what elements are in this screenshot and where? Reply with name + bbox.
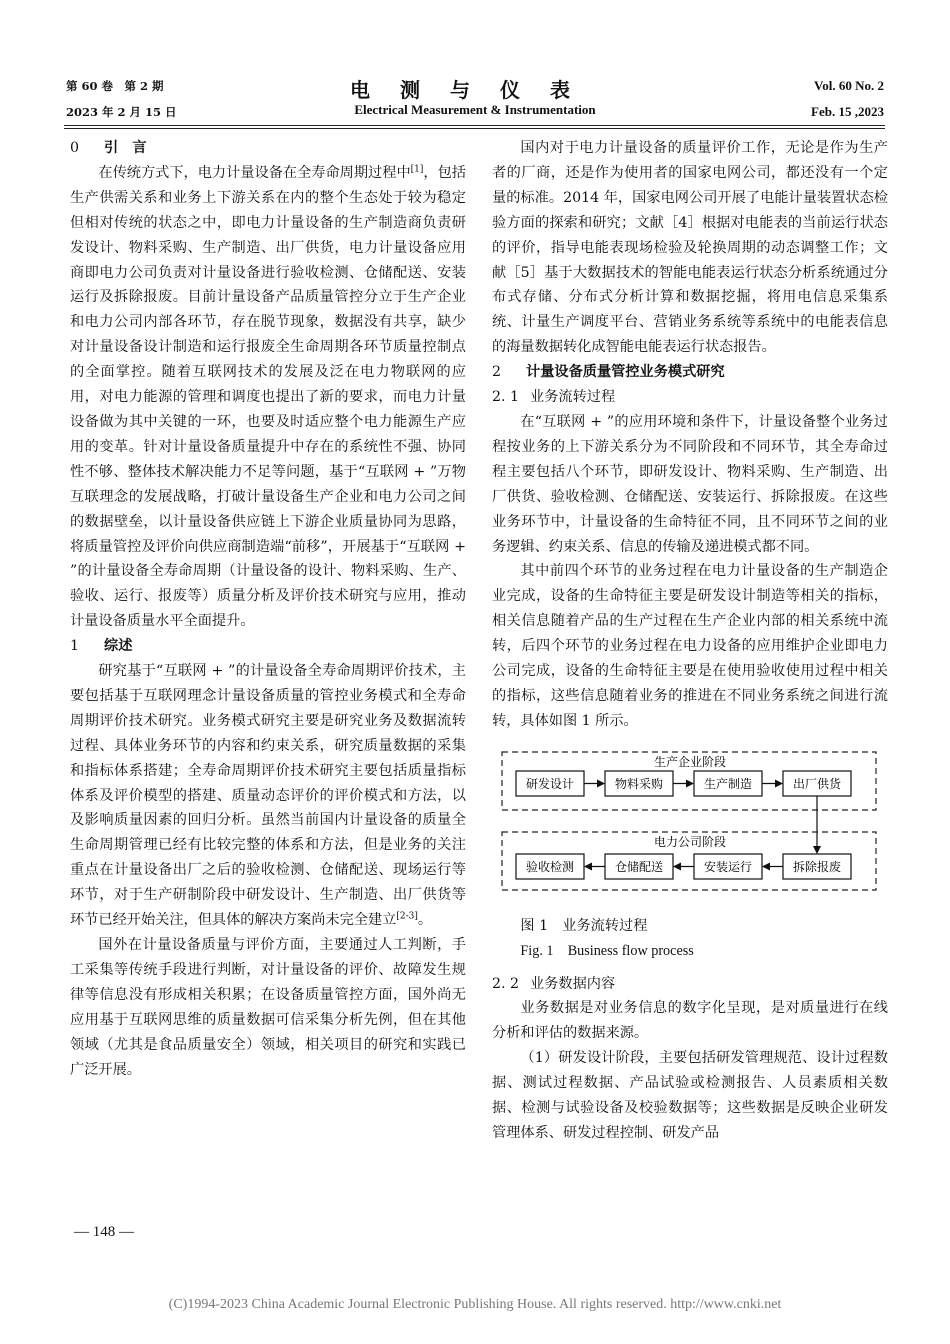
paragraph-flow-1: 在“互联网 + ”的应用环境和条件下，计量设备整个业务过程按业务的上下游关系分为不同阶段和不同环节，其全寿命过程主要包括八个环节，即研发设计、物料采购、生产制造、出厂供货、验收检测、仓储配送、安装运行、拆除报废。在这些业务环节中，计量设备的生命特征不同，且不同环节之间的业务逻辑、约束关系、信息的传输及递进模式都不同。 xyxy=(492,413,888,555)
section-0-number: 0 xyxy=(70,140,80,156)
section-2-heading xyxy=(492,360,888,385)
section-1-heading xyxy=(70,634,466,659)
header-date-en: Feb. 15 ,2023 xyxy=(811,104,884,119)
section-2-2-heading xyxy=(492,972,888,997)
paragraph-data-intro: 业务数据是对业务信息的数字化呈现，是对质量进行在线分析和评估的数据来源。 xyxy=(492,1000,888,1042)
paragraph-foreign: 国外在计量设备质量与评价方面，主要通过人工判断，手工采集等传统手段进行判断，对计量设备的评价、故障发生规律等信息没有形成相关积累；在设备质量管控方面，国外尚无应用基于互联网思维的质量数据可信采集分析先例，但在其他领域（尤其是食品质量安全）领域，相关项目的研究和实践已广泛开展。 xyxy=(70,937,466,1078)
section-2-1-number: 2. 1 xyxy=(492,389,520,406)
right-column xyxy=(492,136,888,1146)
paragraph-domestic: 国内对于电力计量设备的质量评价工作，无论是作为生产者的厂商，还是作为使用者的国家电网公司，都还没有一个定量的标准。2014 年，国家电网公司开展了电能计量装置状态检验方面的探索和研究；文献［4］根据对电能表的当前运行状态的评价，指导电能表现场检验及轮换周期的动态调整工作；文献［5］基于大数据技术的智能电能表运行状态分析系统通过分布式存储、分布式分析计算和数据挖掘，将用电信息采集系统、计量生产调度平台、营销业务系统等系统中的电能表信息的海量数据转化成智能电能表运行状态报告。 xyxy=(492,140,888,356)
section-2-title: 计量设备质量管控业务模式研究 xyxy=(526,364,725,381)
flow-label-rd-design: 研发设计 xyxy=(525,776,575,791)
section-2-2-number: 2. 2 xyxy=(492,975,520,992)
journal-title-en: Electrical Measurement & Instrumentation xyxy=(354,102,596,117)
section-2-2-title: 业务数据内容 xyxy=(530,975,616,992)
section-1-title: 综述 xyxy=(104,638,133,655)
section-0-heading xyxy=(70,136,466,161)
paragraph-intro: 在传统方式下，电力计量设备在全寿命周期过程中[1]，包括生产供需关系和业务上下游关系在内的整个生态处于较为稳定但相对传统的状态之中，即电力计量设备的生产制造商负责研发设计、物料采购、生产制造、出厂供货，电力计量设备应用商即电力公司负责对计量设备进行验收检测、仓储配送、安装运行及拆除报废。目前计量设备产品质量管控分立于生产企业和电力公司内部各环节，存在脱节现象，数据没有共享，缺少对计量设备设计制造和运行报废全生命周期各环节质量控制点的全面掌控。随着互联网技术的发展及泛在电力物联网的应用，对电力能源的管理和调度也提出了新的要求，而电力计量设备做为其中关键的一环，也要及时适应整个电力能源生产应用的变革。针对计量设备质量提升中存在的系统性不强、协同性不够、整体技术解决能力不足等问题，基于“互联网 + ”万物互联理念的发展战略，打破计量设备生产企业和电力公司之间的数据壁垒，以计量设备供应链上下游企业质量协同为思路，将质量管控及评价向供应商制造端“前移”，开展基于“互联网 + ”的计量设备全寿命周期（计量设备的设计、物料采购、生产、验收、运行、报废等）质量分析及评价技术研究与应用，推动计量设备质量水平全面提升。 xyxy=(70,164,466,630)
paragraph-data-rd: （1）研发设计阶段，主要包括研发管理规范、设计过程数据、测试过程数据、产品试验或检测报告、人员素质相关数据、检测与试验设备及校验数据等；这些数据是反映企业研发管理体系、研发过程控制、研发产品 xyxy=(492,1050,888,1141)
header-volume-en: Vol. 60 No. 2 xyxy=(814,78,884,93)
section-0-title: 引 言 xyxy=(104,140,147,156)
flow-label-scrapping: 拆除报废 xyxy=(792,859,842,874)
section-2-1-title: 业务流转过程 xyxy=(530,389,616,406)
flow-diagram xyxy=(492,748,888,914)
citation-1: [1] xyxy=(410,164,424,175)
stage-label-production: 生产企业阶段 xyxy=(653,754,727,769)
flow-label-procurement: 物料采购 xyxy=(614,776,664,791)
header-rule-top xyxy=(64,125,885,126)
figure-1-business-flow xyxy=(492,748,888,914)
left-column xyxy=(70,136,466,1082)
flow-label-acceptance: 验收检测 xyxy=(525,859,575,874)
stage-label-utility: 电力公司阶段 xyxy=(653,834,727,849)
paragraph-overview: 研究基于“互联网 + ”的计量设备全寿命周期评价技术，主要包括基于互联网理念计量设备质量的管控业务模式和全寿命周期评价技术研究。业务模式研究主要是研究业务及数据流转过程、具体业务环节的内容和约束关系，研究质量数据的采集和指标体系搭建；全寿命周期评价技术研究主要包括质量指标体系及评价模型的搭建、质量动态评价的评价模式和方法，以及影响质量因素的回归分析。虽然当前国内计量设备的质量全生命周期管理已经有比较完整的体系和方法，但是业务的关注重点在计量设备出厂之后的验收检测、仓储配送、现场运行等环节，对于生产研制阶段中研发设计、生产制造、出厂供货等环节已经开始关注，但具体的解决方案尚未完全建立[2-3]。 xyxy=(70,663,466,929)
section-2-number: 2 xyxy=(492,364,502,381)
section-2-1-heading xyxy=(492,385,888,410)
section-1-number: 1 xyxy=(70,638,80,655)
paragraph-flow-2: 其中前四个环节的业务过程在电力计量设备的生产制造企业完成，设备的生命特征主要是研发设计制造等相关的指标，相关信息随着产品的生产过程在生产企业内部的相关系统中流转，后四个环节的业务过程在电力设备的应用维护企业即电力公司完成，设备的生命特征主要是在使用验收使用过程中相关的指标，这些信息随着业务的推进在不同业务系统之间进行流转，具体如图 1 所示。 xyxy=(492,563,888,729)
header-volume-cn: 第 60 卷 第 2 期 xyxy=(66,79,164,93)
citation-2-3: [2-3] xyxy=(396,911,418,922)
flow-label-warehousing: 仓储配送 xyxy=(614,859,664,874)
flow-label-manufacturing: 生产制造 xyxy=(703,776,753,791)
journal-title-cn: 电测与仪表 xyxy=(350,78,600,102)
flow-label-delivery: 出厂供货 xyxy=(792,776,842,791)
header-date-cn: 2023 年 2 月 15 日 xyxy=(66,105,177,119)
flow-label-installation: 安装运行 xyxy=(703,859,753,874)
figure-1-caption-cn: 图 1 业务流转过程 xyxy=(520,917,648,934)
page-number: — 148 — xyxy=(74,1224,134,1240)
figure-1-caption-en: Fig. 1 Business flow process xyxy=(520,942,694,959)
header-rule-bottom xyxy=(64,128,885,129)
copyright-footer: (C)1994-2023 China Academic Journal Electronic Publishing House. All rights reserved. http://www.cnki.net xyxy=(168,1297,782,1312)
